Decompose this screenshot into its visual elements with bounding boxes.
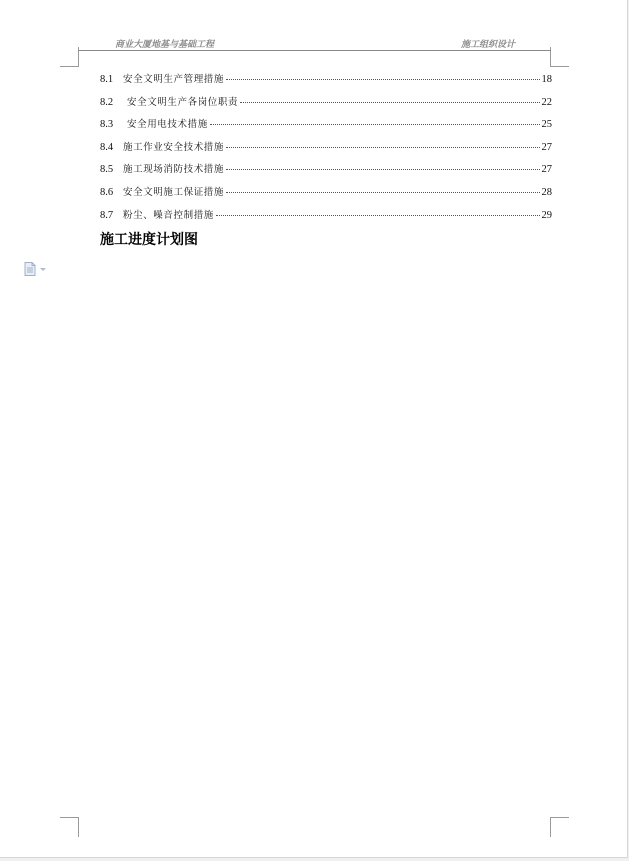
toc-entry-number: 8.2: [100, 96, 114, 108]
toc-entry[interactable]: [100, 207, 552, 230]
toc-entry-number: 8.7: [100, 209, 114, 221]
toc-entry[interactable]: [100, 94, 552, 117]
toc-entry-title: 安全用电技术措施: [127, 119, 208, 131]
toc-entry-number: 8.3: [100, 119, 114, 131]
toc-entry-title: 粉尘、噪音控制措施: [123, 209, 214, 221]
toc-entry[interactable]: [100, 184, 552, 207]
toc-entry-page: 18: [541, 74, 552, 85]
toc-dot-leader: [226, 169, 539, 170]
toc-entry-number: 8.4: [100, 141, 114, 153]
toc-entry-title: 安全文明施工保证措施: [123, 186, 225, 198]
document-icon: [24, 262, 36, 276]
toc-entry[interactable]: [100, 139, 552, 162]
header-project-title: 商业大厦地基与基础工程: [115, 40, 215, 50]
table-of-contents: [100, 71, 552, 229]
toc-entry-page: 25: [541, 119, 552, 131]
crop-mark-bottom-right-v: [550, 817, 551, 837]
toc-entry-page: 27: [541, 141, 552, 153]
toc-entry[interactable]: [100, 116, 552, 139]
crop-mark-bottom-right-h: [550, 817, 569, 818]
toc-entry[interactable]: [100, 71, 552, 94]
toc-entry-number: 8.1: [100, 74, 114, 85]
toc-entry[interactable]: [100, 161, 552, 184]
toc-entry-title: 施工作业安全技术措施: [123, 141, 225, 153]
toc-entry-page: 27: [541, 164, 552, 176]
crop-mark-bottom-left-v: [78, 817, 79, 837]
chevron-down-icon[interactable]: [40, 268, 46, 271]
toc-dot-leader: [210, 124, 540, 125]
paste-options-button[interactable]: [24, 262, 46, 276]
crop-mark-top-left-h: [60, 66, 79, 67]
toc-entry-title: 施工现场消防技术措施: [123, 164, 225, 176]
toc-dot-leader: [226, 192, 539, 193]
crop-mark-top-right-h: [550, 66, 569, 67]
toc-entry-title: 安全文明生产管理措施: [123, 74, 225, 85]
crop-mark-bottom-left-h: [60, 817, 79, 818]
toc-entry-page: 22: [541, 96, 552, 108]
toc-entry-number: 8.5: [100, 164, 114, 176]
toc-entry-page: 29: [541, 209, 552, 221]
header-document-title: 施工组织设计: [460, 40, 515, 50]
toc-dot-leader: [226, 79, 539, 80]
toc-dot-leader: [216, 215, 540, 216]
section-heading: 施工进度计划图: [100, 232, 198, 248]
toc-dot-leader: [240, 102, 539, 103]
toc-entry-number: 8.6: [100, 186, 114, 198]
page-header: [79, 36, 551, 51]
toc-entry-page: 28: [541, 186, 552, 198]
toc-dot-leader: [226, 147, 539, 148]
toc-entry-title: 安全文明生产各岗位职责: [127, 96, 239, 108]
